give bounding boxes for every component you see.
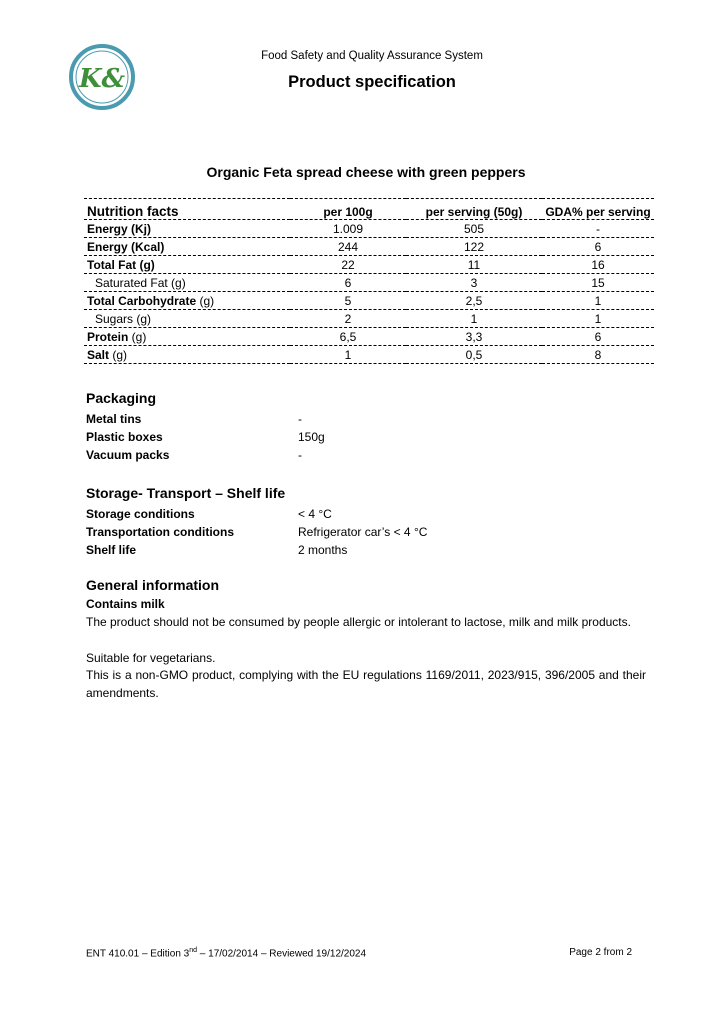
nutrient-label: Protein (g) (84, 328, 290, 346)
per100-value: 1 (290, 346, 406, 364)
storage-value: 2 months (298, 543, 348, 557)
serving-value: 0,5 (406, 346, 542, 364)
table-row (84, 238, 654, 256)
company-logo (68, 43, 136, 111)
nutrient-label: Total Carbohydrate (g) (84, 292, 290, 310)
nutrient-label: Salt (g) (84, 346, 290, 364)
serving-value: 3 (406, 274, 542, 292)
per100-value: 2 (290, 310, 406, 328)
per100-value: 1.009 (290, 220, 406, 238)
gda-value: 6 (542, 238, 654, 256)
per100-value: 244 (290, 238, 406, 256)
serving-value: 1 (406, 310, 542, 328)
allergen-note: Contains milk (86, 597, 165, 611)
serving-value: 2,5 (406, 292, 542, 310)
nutrition-table (84, 198, 654, 364)
nutrient-label: Total Fat (g) (84, 256, 290, 274)
storage-label: Storage conditions (86, 507, 195, 521)
storage-heading: Storage- Transport – Shelf life (86, 485, 286, 501)
storage-value: Refrigerator car’s < 4 °C (298, 525, 428, 539)
regulation-paragraph: This is a non-GMO product, complying with the EU regulations 1169/2011, 2023/915, 396/2005 and their amendments. (86, 668, 646, 700)
packaging-label: Vacuum packs (86, 448, 170, 462)
packaging-value: 150g (298, 430, 325, 444)
packaging-label: Metal tins (86, 412, 142, 426)
table-row (84, 328, 654, 346)
document-edition: ENT 410.01 – Edition 3nd – 17/02/2014 – Reviewed 19/12/2024 (86, 947, 367, 960)
gda-value: 16 (542, 256, 654, 274)
page-title: Product specification (288, 73, 456, 91)
serving-value: 3,3 (406, 328, 542, 346)
nutrition-header-gda: GDA% per serving (542, 199, 654, 220)
packaging-value: - (298, 412, 302, 426)
packaging-heading: Packaging (86, 390, 157, 406)
nutrition-header-serving: per serving (50g) (406, 199, 542, 220)
per100-value: 6 (290, 274, 406, 292)
serving-value: 122 (406, 238, 542, 256)
gda-value: - (542, 220, 654, 238)
nutrient-label: Saturated Fat (g) (84, 274, 290, 292)
logo-text: K& (78, 64, 126, 94)
gda-value: 8 (542, 346, 654, 364)
vegetarian-paragraph: Suitable for vegetarians. (86, 651, 216, 665)
table-row (84, 256, 654, 274)
nutrient-label: Energy (Kcal) (84, 238, 290, 256)
packaging-label: Plastic boxes (86, 430, 163, 444)
per100-value: 5 (290, 292, 406, 310)
table-row (84, 310, 654, 328)
per100-value: 6,5 (290, 328, 406, 346)
system-title: Food Safety and Quality Assurance System (261, 50, 483, 62)
nutrition-header-row (84, 199, 654, 220)
page-number: Page 2 from 2 (569, 947, 632, 958)
gda-value: 1 (542, 292, 654, 310)
nutrition-header-per100: per 100g (290, 199, 406, 220)
storage-value: < 4 °C (298, 507, 332, 521)
gda-value: 6 (542, 328, 654, 346)
allergy-paragraph: The product should not be consumed by people allergic or intolerant to lactose, milk and milk products. (86, 615, 631, 629)
storage-label: Shelf life (86, 543, 137, 557)
nutrient-label: Energy (Kj) (84, 220, 290, 238)
gda-value: 15 (542, 274, 654, 292)
general-heading: General information (86, 577, 220, 593)
product-title: Organic Feta spread cheese with green peppers (206, 164, 526, 180)
table-row (84, 346, 654, 364)
packaging-value: - (298, 448, 302, 462)
storage-label: Transportation conditions (86, 525, 235, 539)
serving-value: 11 (406, 256, 542, 274)
table-row (84, 220, 654, 238)
nutrition-header-label: Nutrition facts (84, 199, 290, 220)
gda-value: 1 (542, 310, 654, 328)
per100-value: 22 (290, 256, 406, 274)
nutrient-label: Sugars (g) (84, 310, 290, 328)
table-row (84, 292, 654, 310)
table-row (84, 274, 654, 292)
serving-value: 505 (406, 220, 542, 238)
